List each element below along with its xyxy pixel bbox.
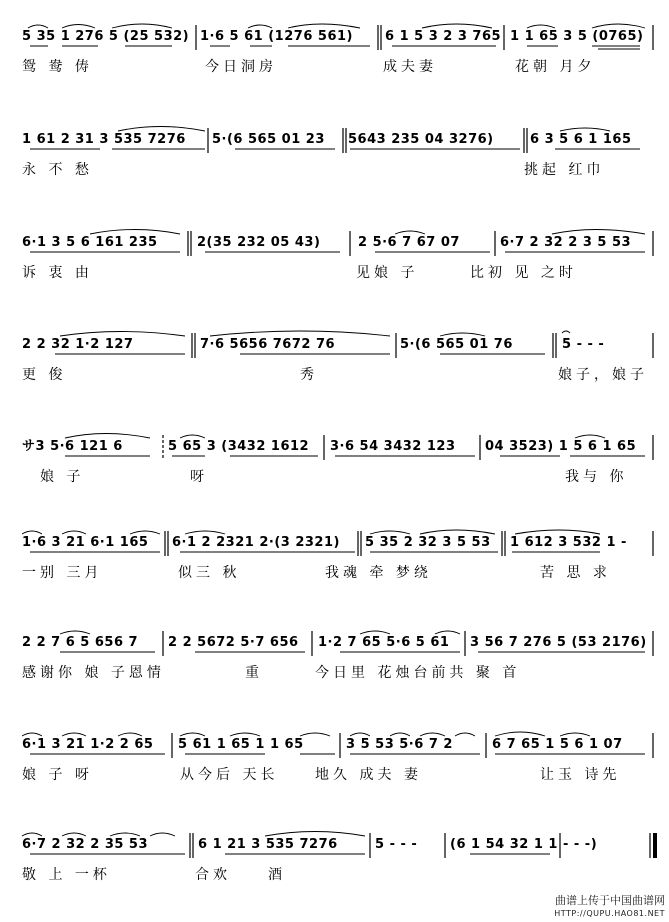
site-url: HTTP://QUPU.HAO81.NET bbox=[554, 909, 665, 918]
score-line bbox=[0, 330, 669, 410]
measure-notes: 6 7 65 1 5 6 1 07 bbox=[492, 737, 623, 752]
lyric-text: 酒 bbox=[268, 867, 286, 883]
measure-notes: 5 35 1 276 5 (25 532) bbox=[22, 29, 190, 44]
lyric-text: 敬 上 一杯 bbox=[22, 867, 111, 883]
measure-notes: 5 - - - bbox=[375, 837, 418, 852]
measure-notes: 04 3523) 1 5 6 1 65 bbox=[485, 439, 637, 454]
lyric-text: 苦 思 求 bbox=[540, 565, 611, 581]
measure-notes: 5 65 3 (3432 1612 bbox=[168, 439, 310, 454]
lyrics-line bbox=[0, 56, 669, 80]
lyric-text: 似三 秋 bbox=[178, 565, 241, 581]
lyrics-line bbox=[0, 159, 669, 183]
lyrics-line bbox=[0, 466, 669, 490]
measure-notes: 2 2 5672 5·7 656 bbox=[168, 635, 299, 650]
measure-notes: 1 612 3 532 1 - bbox=[510, 535, 627, 550]
notation-line bbox=[0, 22, 669, 52]
lyric-text: 呀 bbox=[190, 469, 208, 485]
lyric-text: 今日里 花烛台前共 聚 首 bbox=[315, 665, 521, 681]
measure-notes: 6·7 2 32 2 35 53 bbox=[22, 837, 149, 852]
measure-notes: 1 1 65 3 5 (0765) bbox=[510, 29, 644, 44]
lyric-text: 比初 见 之时 bbox=[470, 265, 577, 281]
lyric-text: 见娘 子 bbox=[356, 265, 419, 281]
lyric-text: 地久 成夫 妻 bbox=[315, 767, 422, 783]
measure-notes: 6·1 3 21 1·2 2 65 bbox=[22, 737, 154, 752]
lyric-text: 我与 你 bbox=[565, 469, 628, 485]
measure-notes: 2 2 32 1·2 127 bbox=[22, 337, 134, 352]
lyrics-line bbox=[0, 662, 669, 686]
lyric-text: 娘 子 呀 bbox=[22, 767, 93, 783]
lyric-text: 花朝 月夕 bbox=[515, 59, 596, 75]
measure-notes: 6 1 5 3 2 3 765 bbox=[385, 29, 502, 44]
measure-notes: 1·2 7 65 5·6 5 61 bbox=[318, 635, 450, 650]
lyric-text: 重 bbox=[245, 665, 263, 681]
measure-notes: 5 35 2 32 3 5 53 bbox=[365, 535, 491, 550]
measure-notes: 6 1 21 3 535 7276 bbox=[198, 837, 338, 852]
lyric-text: 永 不 愁 bbox=[22, 162, 93, 178]
lyric-text: 合欢 bbox=[195, 867, 231, 883]
score-line bbox=[0, 730, 669, 810]
score-line bbox=[0, 228, 669, 308]
notation-line bbox=[0, 628, 669, 658]
lyric-text: 感谢你 娘 子恩情 bbox=[22, 665, 165, 681]
measure-notes: 6·1 3 5 6 161 235 bbox=[22, 235, 158, 250]
lyric-text: 一别 三月 bbox=[22, 565, 103, 581]
lyric-text: 成夫妻 bbox=[383, 59, 437, 75]
site-name: 曲谱上传于中国曲谱网 bbox=[555, 894, 665, 907]
lyric-text: 我魂 牵 梦绕 bbox=[325, 565, 432, 581]
measure-notes: 5 61 1 65 1 1 65 bbox=[178, 737, 304, 752]
lyric-text: 从今后 天长 bbox=[180, 767, 279, 783]
measure-notes: 6·1 2 2321 2·(3 2321) bbox=[172, 535, 340, 550]
score-line bbox=[0, 22, 669, 102]
measure-notes: 5·(6 565 01 23 bbox=[212, 132, 325, 147]
measure-notes: 5643 235 04 3276) bbox=[348, 132, 494, 147]
notation-line bbox=[0, 228, 669, 258]
measure-notes: 1 61 2 31 3 535 7276 bbox=[22, 132, 186, 147]
measure-notes: 1·6 5 61 (1276 561) bbox=[200, 29, 353, 44]
lyric-text: 今日洞房 bbox=[205, 59, 277, 75]
notation-line bbox=[0, 432, 669, 462]
score-line bbox=[0, 628, 669, 708]
measure-notes: 3 56 7 276 5 (53 2176) bbox=[470, 635, 647, 650]
notation-line bbox=[0, 330, 669, 360]
lyrics-line bbox=[0, 764, 669, 788]
lyric-text: 挑起 红巾 bbox=[524, 162, 605, 178]
measure-notes: 2 5·6 7 67 07 bbox=[358, 235, 460, 250]
lyrics-line bbox=[0, 364, 669, 388]
lyric-text: 鸳 鸯 俦 bbox=[22, 59, 93, 75]
lyric-text: 更 俊 bbox=[22, 367, 67, 383]
measure-notes: 6·7 2 32 2 3 5 53 bbox=[500, 235, 632, 250]
measure-notes: (6 1 54 32 1 1 - - -) bbox=[450, 837, 598, 852]
lyric-text: 秀 bbox=[300, 367, 318, 383]
measure-notes: 1·6 3 21 6·1 165 bbox=[22, 535, 149, 550]
measure-notes: 7·6 5656 7672 76 bbox=[200, 337, 336, 352]
measure-notes: 5 - - - bbox=[562, 337, 605, 352]
measure-notes: 5·(6 565 01 76 bbox=[400, 337, 513, 352]
notation-line bbox=[0, 125, 669, 155]
measure-notes: 6 3 5 6 1 165 bbox=[530, 132, 632, 147]
measure-notes: 3·6 54 3432 123 bbox=[330, 439, 456, 454]
site-watermark bbox=[525, 894, 665, 920]
measure-notes: 3 5 53 5·6 7 2 bbox=[346, 737, 453, 752]
notation-line bbox=[0, 730, 669, 760]
score-line bbox=[0, 528, 669, 608]
measure-notes: サ3 5·6 121 6 bbox=[22, 439, 123, 454]
lyrics-line bbox=[0, 864, 669, 888]
score-line bbox=[0, 432, 669, 512]
lyric-text: 诉 衷 由 bbox=[22, 265, 93, 281]
lyric-text: 让玉 诗先 bbox=[540, 767, 621, 783]
lyrics-line bbox=[0, 562, 669, 586]
lyric-text: 娘 子 bbox=[40, 469, 85, 485]
lyrics-line bbox=[0, 262, 669, 286]
notation-line bbox=[0, 528, 669, 558]
measure-notes: 2(35 232 05 43) bbox=[197, 235, 321, 250]
score-line bbox=[0, 125, 669, 205]
lyric-text: 娘子，娘子 bbox=[558, 367, 648, 383]
measure-notes: 2 2 7 6 5 656 7 bbox=[22, 635, 139, 650]
notation-line bbox=[0, 830, 669, 860]
